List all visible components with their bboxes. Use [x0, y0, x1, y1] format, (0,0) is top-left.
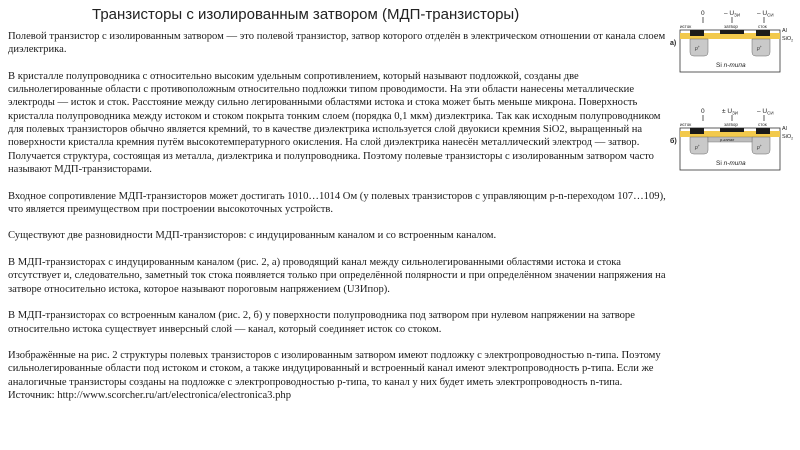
label-a-substrate: Si n-типа — [716, 62, 746, 69]
label-a-al: Al — [782, 28, 787, 34]
label-b-gate: затвор — [724, 122, 738, 127]
label-a-drain: сток — [758, 24, 767, 29]
paragraph-input-resistance: Входное сопротивление МДП-транзисторов может достигать 1010…1014 Ом (у полевых транзисторов с управляющим p-n-переходом 107…109), что является преимуществом при построении высокоточных устройств. — [8, 190, 666, 215]
source-line: Источник: http://www.scorcher.ru/art/electronica/electronica3.php — [8, 390, 292, 402]
label-b-channel: p-канал — [720, 137, 735, 142]
label-b-substrate: Si n-типа — [716, 160, 746, 167]
label-b-al: Al — [782, 126, 787, 132]
label-b-drain-region: p+ — [757, 144, 762, 151]
label-b-letter: б) — [670, 138, 677, 145]
paragraph-types: Существуют две разновидности МДП-транзисторов: с индуцированным каналом и со встроенным каналом. — [8, 230, 497, 242]
label-a-ugs: – $U_{ЗИ}$ — [724, 10, 741, 18]
label-a-drain-region: p+ — [757, 45, 762, 52]
label-a-gate: затвор — [724, 24, 738, 29]
label-b-source: исток — [680, 122, 692, 127]
gate-electrode-b — [720, 128, 744, 132]
source-electrode-a — [690, 30, 704, 36]
label-a-letter: а) — [670, 40, 677, 47]
diagram-b — [670, 108, 793, 170]
paragraph-structure: В кристалле полупроводника с относительно высоким удельным сопротивлением, который называют подложкой, созданы две сильнолегированные области с противоположным относительно подложки типом проводимости. На эти области нанесены металлические электроды — исток и сток. Расстояние между сильно легированными областями истока и стока может быть меньше микрона. Поверхность кристалла полупроводника между истоком и стоком покрыта тонким слоем (порядка 0,1 мкм) диэлектрика. Так как исходным полупроводником для полевых транзисторов обычно является кремний, то в качестве диэлектрика используется слой двуокиси кремния SiO2, выращенный на поверхности кристалла кремния путём высокотемпературного окисления. На слой диэлектрика нанесён металлический электрод — затвор. Получается структура, состоящая из металла, диэлектрика и полупроводника. Поэтому полевые транзисторы с изолированным затвором часто называют МДП-транзисторами. — [8, 70, 661, 175]
diagram-a — [670, 10, 793, 72]
paragraph-definition: Полевой транзистор с изолированным затвором — это полевой транзистор, затвор которого отделён в электрическом отношении от канала слоем диэлектрика. — [8, 31, 666, 56]
drain-electrode-a — [756, 30, 770, 36]
source-electrode-b — [690, 128, 704, 134]
mosfet-structures-diagram — [668, 4, 800, 214]
label-b-drain: сток — [758, 122, 767, 127]
paragraph-conductivity: Изображённые на рис. 2 структуры полевых транзисторов с изолированным затвором имеют подложку с электропроводностью n-типа. Поэтому сильнолегированные области под истоком и стоком, а также индуцированный и встроенный канал имеют электропроводность p-типа. Если же аналогичные транзисторы созданы на подложке с электропроводностью p-типа, то канал у них будет иметь электропроводность n-типа. — [8, 350, 661, 388]
paragraph-built-in-channel: В МДП-транзисторах со встроенным каналом (рис. 2, б) у поверхности полупроводника под затвором при нулевом напряжении на затворе относительно истока существует инверсный слой — канал, который соединяет исток со стоком. — [8, 310, 635, 335]
drain-electrode-b — [756, 128, 770, 134]
label-b-ugs: ± $U_{ЗИ}$ — [722, 108, 739, 116]
label-b-zero: 0 — [701, 108, 705, 115]
label-a-source-region: p+ — [695, 45, 700, 52]
label-a-source: исток — [680, 24, 692, 29]
paragraph-induced-channel: В МДП-транзисторах с индуцированным каналом (рис. 2, а) проводящий канал между сильнолегированными областями истока и стока отсутствует и, следовательно, заметный ток стока появляется только при определённой полярности и при определённом значении напряжения на затворе относительно истока, которое называют пороговым напряжением (UЗИпор). — [8, 257, 666, 295]
transistor-figure — [668, 4, 800, 214]
label-a-sio2: SiO$_2$ — [782, 36, 794, 43]
label-b-source-region: p+ — [695, 144, 700, 151]
label-a-uds: – $U_{СИ}$ — [757, 10, 774, 18]
gate-electrode-a — [720, 30, 744, 34]
label-a-zero: 0 — [701, 10, 705, 17]
article-body — [8, 30, 668, 402]
page-title: Транзисторы с изолированным затвором (МДП-транзисторы) — [92, 6, 520, 23]
label-b-uds: – $U_{СИ}$ — [757, 108, 774, 116]
label-b-sio2: SiO$_2$ — [782, 134, 794, 141]
